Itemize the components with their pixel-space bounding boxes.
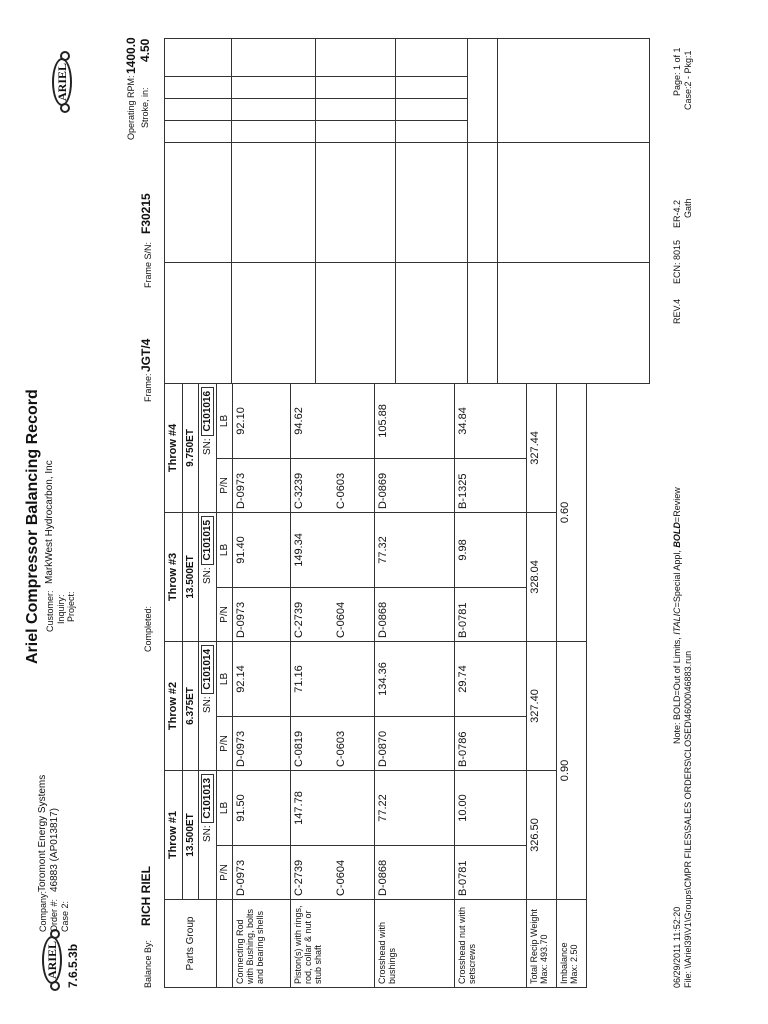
frame-sn-value: F30215	[139, 193, 153, 234]
section-number: 7.6.5.3b	[66, 943, 80, 988]
pn-header: P/N	[217, 458, 233, 512]
side-grid	[164, 38, 650, 384]
footer-file-path: File: \\Ariel39\V1\Groups\CMPR FILES\SALES ORDERS\CLOSED\46000\46883.run	[683, 650, 693, 988]
customer-name: MarkWest Hydrocarbon, Inc	[44, 460, 55, 584]
footer-er: ER-4.2	[672, 199, 682, 228]
pn-header: P/N	[217, 716, 233, 770]
lb-cell: 9.98	[455, 512, 527, 587]
throw-4-total: 327.44	[527, 383, 557, 512]
pn-sub-value: C-0603	[335, 730, 347, 767]
pn-cell	[291, 716, 375, 770]
footer-note: Note: BOLD=Out of Limits, ITALIC=Special Appl, BOLD=Review	[672, 487, 682, 744]
project-label: Project:	[66, 591, 76, 622]
table-row	[233, 383, 291, 987]
rpm-value: 1400.0	[124, 37, 138, 74]
lb-cell: 91.40	[233, 512, 291, 587]
parts-group-header: Parts Group	[165, 900, 217, 988]
throw-3-sn: SN: C101015	[199, 512, 217, 641]
lb-cell: 94.62	[291, 383, 375, 458]
throw-3-total: 328.04	[527, 512, 557, 641]
pn-cell: B-0781	[455, 846, 527, 900]
frame-label: Frame:	[143, 373, 153, 402]
rpm-label: Operating RPM:	[126, 75, 136, 140]
pn-header: P/N	[217, 587, 233, 641]
lb-header: LB	[217, 770, 233, 845]
lb-cell: 71.16	[291, 641, 375, 716]
footer-gath: Gath	[683, 198, 693, 218]
throw-4-bore: 9.750ET	[183, 383, 199, 512]
throw-1-bore: 13.500ET	[183, 770, 199, 899]
lb-cell: 29.74	[455, 641, 527, 716]
lb-header: LB	[217, 641, 233, 716]
total-label-cell	[527, 900, 557, 988]
pn-cell	[291, 458, 375, 512]
lb-header: LB	[217, 383, 233, 458]
stroke-value: 4.50	[138, 38, 152, 62]
parts-group-cell: Piston(s) with rings, rod, collar & nut or stub shaft	[291, 900, 375, 988]
pn-value: C-2739	[293, 601, 305, 638]
lb-header: LB	[217, 512, 233, 587]
parts-group-cell: Crosshead nut with setscrews	[455, 900, 527, 988]
pn-header: P/N	[217, 846, 233, 900]
lb-cell: 147.78	[291, 770, 375, 845]
pn-cell: D-0973	[233, 716, 291, 770]
completed-label: Completed:	[143, 605, 153, 652]
footer-datetime: 06/29/2011 11:52:20	[672, 906, 682, 988]
pn-cell: D-0870	[375, 716, 455, 770]
pn-cell	[291, 846, 375, 900]
throw-2-bore: 6.375ET	[183, 641, 199, 770]
inquiry-label: Inquiry:	[56, 594, 66, 624]
ariel-logo-right: ARIEL	[52, 58, 72, 106]
throw-1-total: 326.50	[527, 770, 557, 899]
throw-4-sn: SN: C101016	[199, 383, 217, 512]
throw-2-header: Throw #2	[165, 641, 183, 770]
company-label: Company:	[38, 890, 48, 932]
lb-cell: 149.34	[291, 512, 375, 587]
pn-cell: B-1325	[455, 458, 527, 512]
imbalance-label: Imbalance	[559, 942, 569, 984]
pn-cell: D-0973	[233, 458, 291, 512]
pn-cell: D-0869	[375, 458, 455, 512]
order-number: 46883 (AP013817)	[49, 808, 60, 892]
footer-rev: REV.4	[672, 298, 682, 324]
footer-case-pkg: Case:2 - Pkg:1	[683, 50, 693, 110]
footer-page: Page: 1 of 1	[672, 47, 682, 96]
pn-sub-value: C-0603	[335, 472, 347, 509]
case-label: Case 2:	[60, 900, 70, 932]
frame-sn-label: Frame S/N:	[143, 241, 153, 288]
footer-ecn: ECN: 8015	[672, 239, 682, 284]
throw-1-sn: SN: C101013	[199, 770, 217, 899]
pn-cell	[291, 587, 375, 641]
lb-cell: 105.88	[375, 383, 455, 458]
imbalance-value-3-4: 0.60	[557, 383, 587, 641]
imbalance-label-cell	[557, 900, 587, 988]
throw-2-total: 327.40	[527, 641, 557, 770]
balance-by-name: RICH RIEL	[139, 866, 153, 926]
pn-value: C-3239	[293, 472, 305, 509]
total-row	[527, 383, 557, 987]
company-name: Toromont Energy Systems	[37, 774, 48, 892]
total-max: Max: 493.70	[539, 934, 549, 984]
throw-4-header: Throw #4	[165, 383, 183, 512]
pn-value: C-0819	[293, 730, 305, 767]
lb-cell: 91.50	[233, 770, 291, 845]
lb-cell: 92.14	[233, 641, 291, 716]
table-row	[375, 383, 455, 987]
pn-cell: D-0973	[233, 846, 291, 900]
throw-3-bore: 13.500ET	[183, 512, 199, 641]
lb-cell: 92.10	[233, 383, 291, 458]
total-label: Total Recip Weight	[529, 909, 539, 984]
lb-cell: 77.22	[375, 770, 455, 845]
pn-sub-value: C-0604	[335, 601, 347, 638]
pn-value: C-2739	[293, 859, 305, 896]
pn-cell: B-0786	[455, 716, 527, 770]
page-title: Ariel Compressor Balancing Record	[24, 389, 41, 664]
frame-value: JGT/4	[139, 338, 153, 372]
stroke-label: Stroke, in:	[140, 87, 150, 128]
imbalance-value-1-2: 0.90	[557, 641, 587, 899]
balancing-table	[164, 383, 587, 988]
table-row	[455, 383, 527, 987]
pn-cell: D-0973	[233, 587, 291, 641]
parts-group-cell: Connecting Rod with Bushing, bolts and bearing shells	[233, 900, 291, 988]
pn-cell: D-0868	[375, 587, 455, 641]
parts-group-cell: Crosshead with bushings	[375, 900, 455, 988]
lb-cell: 10.00	[455, 770, 527, 845]
blank-cell	[217, 900, 233, 988]
pn-cell: B-0781	[455, 587, 527, 641]
throw-3-header: Throw #3	[165, 512, 183, 641]
customer-label: Customer:	[45, 590, 55, 632]
imbalance-row	[557, 383, 587, 987]
throw-2-sn: SN: C101014	[199, 641, 217, 770]
lb-cell: 134.36	[375, 641, 455, 716]
throw-1-header: Throw #1	[165, 770, 183, 899]
ariel-logo: ARIEL	[42, 936, 62, 984]
order-label: Order #:	[49, 898, 59, 932]
balance-by-label: Balance By:	[143, 939, 153, 988]
lb-cell: 77.32	[375, 512, 455, 587]
lb-cell: 34.84	[455, 383, 527, 458]
pn-cell: D-0868	[375, 846, 455, 900]
table-row	[291, 383, 375, 987]
pn-sub-value: C-0604	[335, 859, 347, 896]
imbalance-max: Max: 2.50	[569, 944, 579, 984]
